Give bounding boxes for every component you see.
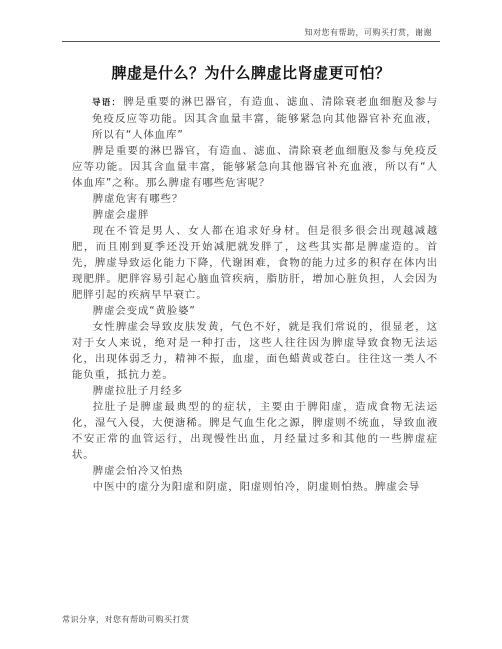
body-paragraph: 脾是重要的淋巴器官，有造血、滤血、清除衰老血细胞及参与免疫反应等功能。因其含血量丰富，能够紧急向其他器官补充血液，所以有“人体血库”之称。那么脾虚有哪些危害呢？ <box>72 145 438 189</box>
footer-note: 常识分享，对您有帮助可购买打赏 <box>62 615 190 624</box>
lead-paragraph <box>92 94 438 143</box>
section-heading: 脾虚会怕冷又怕热 <box>92 465 184 477</box>
header-divider <box>62 41 440 42</box>
body-paragraph: 女性脾虚会导致皮肤发黄，气色不好，就是我们常说的，很显老，这对于女人来说，绝对是一种打击，这些人往往因为脾虚导致食物无法运化，出现体弱乏力，精神不振，血虚，面色蜡黄或苍白。往往这一类人不能负重，抵抗力差。 <box>72 321 438 381</box>
lead-label: 导语： <box>92 98 122 108</box>
body-paragraph: 现在不管是男人、女人都在追求好身材。但是很多很会出现越减越肥，而且刚到夏季还没开始减肥就发胖了，这些其实都是脾虚造的。首先，脾虚导致运化能力下降，代谢困难，食物的能力过多的积存在体内出现肥胖。肥胖容易引起心脑血管疾病，脂肪肝，增加心脏负担，人会因为肥胖引起的疾病早早衰亡。 <box>72 225 438 301</box>
section-heading: 脾虚会变成“黄脸婆” <box>92 305 196 317</box>
page-title: 脾虚是什么？为什么脾虚比肾虚更可怕？ <box>111 64 391 82</box>
body-paragraph: 中医中的虚分为阳虚和阴虚，阳虚则怕冷，阴虚则怕热。脾虚会导 <box>92 481 421 493</box>
section-heading: 脾虚会虚胖 <box>92 209 150 221</box>
header-note: 知对您有帮助，可购买打赏，谢谢 <box>304 28 432 37</box>
article-body <box>72 94 438 495</box>
body-paragraph: 拉肚子是脾虚最典型的的症状，主要由于脾阳虚，造成食物无法运化，湿气入侵，大便溏稀。脾是气血生化之源，脾虚则不统血，导致血液不安正常的血管运行，出现慢性出血，月经量过多和其他的一些脾虚症状。 <box>72 401 438 461</box>
lead-text: 脾是重要的淋巴器官，有造血、滤血、清除衰老血细胞及参与免疫反应等功能。因其含血量丰富，能够紧急向其他器官补充血液，所以有“人体血库” <box>92 96 438 141</box>
section-heading: 脾虚拉肚子月经多 <box>92 385 184 397</box>
section-heading: 脾虚危害有哪些？ <box>92 193 184 205</box>
